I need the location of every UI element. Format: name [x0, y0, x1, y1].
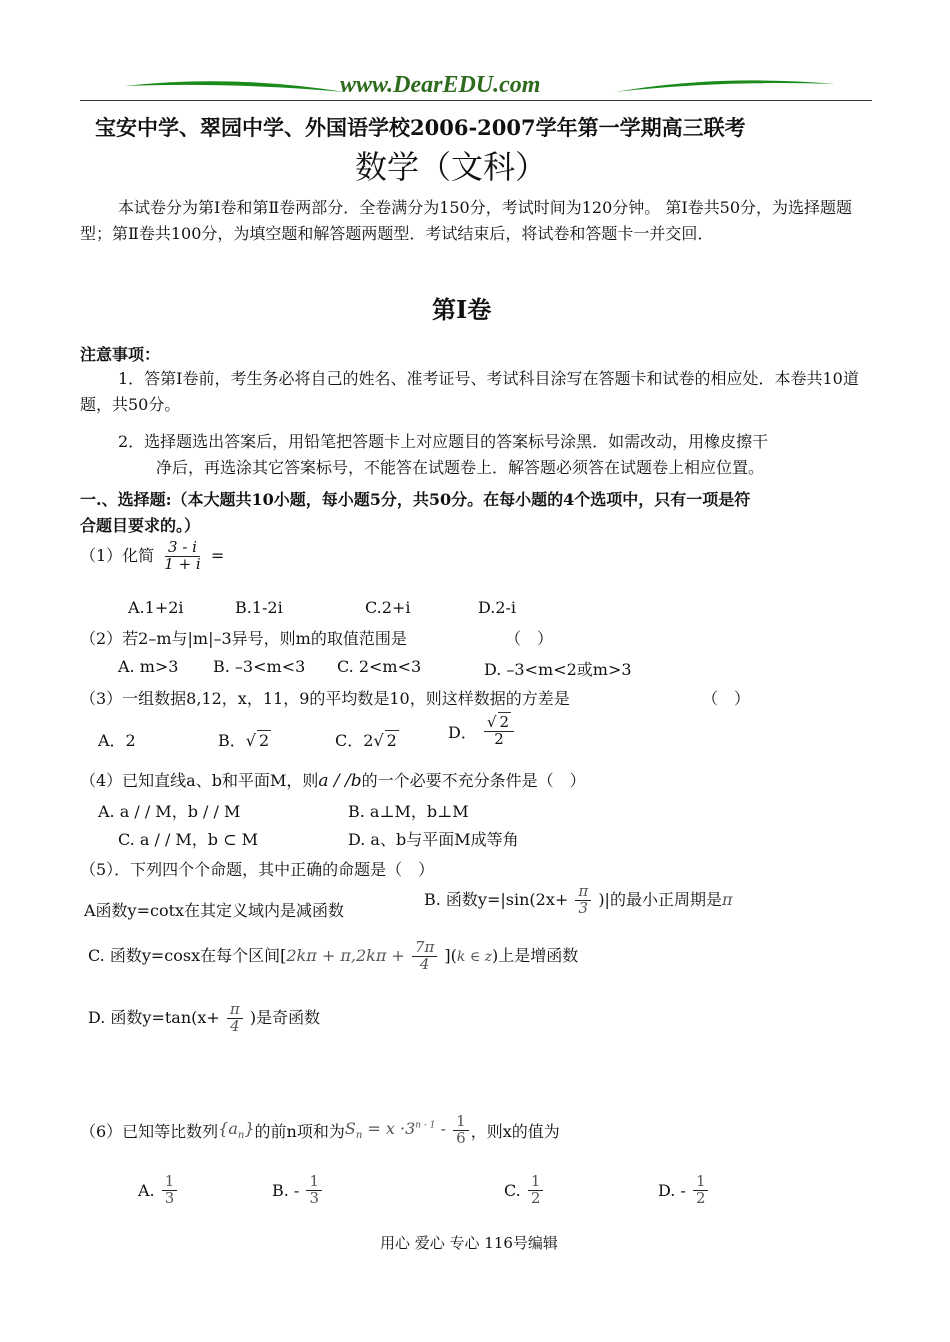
header-logo: [120, 72, 860, 102]
question-4: [80, 768, 586, 791]
q6-denominator: 6: [456, 1128, 466, 1147]
question-1: [80, 540, 224, 573]
q6-minus: -: [440, 1119, 447, 1139]
subject-title: 数学（文科）: [355, 148, 548, 186]
q6-numerator: 1: [453, 1114, 469, 1131]
q6-a-label: A.: [138, 1180, 155, 1200]
q1-option-b: B.1-2i: [235, 598, 283, 617]
q6-seq-close: }: [244, 1119, 255, 1139]
q3-option-c: [335, 728, 399, 751]
q3-d-radicand: 2: [499, 713, 510, 731]
q6-stem-c: ，则x的值为: [470, 1121, 560, 1141]
q3-stem: （3）一组数据8,12，x，11，9的平均数是10，则这样数据的方差是: [80, 689, 570, 708]
q4-condition: a / /b: [318, 771, 362, 791]
q6-d-denominator: 2: [695, 1188, 706, 1207]
q5-option-b: [424, 884, 732, 917]
section-heading: [80, 487, 750, 510]
q3-d-denominator: 2: [494, 729, 504, 748]
exam-title: 宝安中学、翠园中学、外国语学校2006-2007学年第一学期高三联考: [95, 115, 746, 140]
q6-sn-sub: n: [355, 1130, 363, 1142]
q6-d-fraction: [693, 1174, 709, 1207]
q6-exponent: n - 1: [415, 1120, 436, 1131]
q4-option-d: D. a、b与平面M成等角: [348, 830, 519, 849]
q1-prefix: （1）化简: [80, 545, 155, 565]
q5-c-denominator: 4: [419, 954, 430, 973]
q3-option-c-label: C．2: [335, 731, 374, 750]
q3-option-d: [448, 715, 516, 748]
q4-option-a: A. a / / M，b / / M: [98, 802, 241, 821]
q3-answer-paren: （ ）: [702, 689, 751, 708]
section-title: 一.、选择题:: [80, 490, 172, 509]
q6-fraction: [453, 1114, 469, 1147]
q2-option-c: C. 2<m<3: [337, 657, 422, 676]
q1-denominator: 1 + i: [164, 554, 201, 573]
q6-a-fraction: [162, 1174, 178, 1207]
q3-option-a: A．2: [98, 731, 136, 750]
q1-fraction: [161, 540, 203, 573]
q6-c-label: C.: [504, 1180, 521, 1200]
q6-d-label: D. -: [658, 1180, 686, 1200]
q2-option-b: B. –3<m<3: [213, 657, 306, 676]
q6-sequence: [218, 1119, 255, 1142]
q4-stem-a: （4）已知直线a、b和平面M，则: [80, 771, 319, 790]
q6-option-a: [138, 1174, 179, 1207]
q4-option-b: B. a⊥M，b⊥M: [348, 802, 469, 821]
q3-b-radicand: 2: [258, 731, 270, 750]
q5-b-denominator: 3: [578, 898, 589, 917]
q6-seq-open: {a: [218, 1119, 238, 1139]
q6-c-denominator: 2: [530, 1188, 541, 1207]
q5-c-numerator: 7π: [412, 940, 437, 957]
logo-swoosh-right: [610, 72, 840, 102]
q6-a-numerator: 1: [162, 1174, 178, 1191]
q1-option-a: A.1+2i: [128, 598, 184, 617]
q6-d-numerator: 1: [693, 1174, 709, 1191]
q5-b-post: )|的最小正周期是: [598, 889, 722, 909]
q3-c-radicand: 2: [386, 731, 397, 750]
q1-option-c: C.2+i: [365, 598, 411, 617]
q4-option-c: C. a / / M，b ⊂ M: [118, 830, 259, 849]
q5-c-post: )上是增函数: [492, 945, 579, 965]
q5-c-pre: C. 函数y=cosx在每个区间[: [88, 945, 287, 965]
q5-c-expr: 2kπ + π,2kπ +: [286, 945, 405, 965]
q5-d-denominator: 4: [230, 1016, 240, 1035]
q5-b-numerator: π: [575, 884, 591, 901]
section-desc-b: 合题目要求的。）: [80, 516, 201, 535]
q6-sn: S: [344, 1119, 356, 1139]
q6-c-numerator: 1: [528, 1174, 544, 1191]
q6-option-b: [272, 1174, 324, 1207]
q6-b-denominator: 3: [309, 1188, 319, 1207]
q3-d-fraction: [484, 715, 514, 748]
notice-item-2b: 净后，再选涂其它答案标号，不能答在试题卷上．解答题必须答在试题卷上相应位置。: [156, 458, 765, 477]
intro-paragraph: 本试卷分为第Ⅰ卷和第Ⅱ卷两部分．全卷满分为150分，考试时间为120分钟。 第Ⅰ卷共50分，为选择题题型；第Ⅱ卷共100分，为填空题和解答题两题型．考试结束后，将试卷和答题卡一并交回．: [80, 198, 853, 243]
q5-c-fraction: [412, 940, 437, 973]
q5-d-pre: D. 函数y=tan(x+: [88, 1007, 220, 1027]
q6-b-fraction: [306, 1174, 322, 1207]
q5-option-a: A函数y=cotx在其定义域内是减函数: [84, 901, 345, 920]
q6-option-d: [658, 1174, 710, 1207]
q6-stem-b: 的前n项和为: [254, 1121, 345, 1141]
volume-title: 第Ⅰ卷: [432, 295, 492, 324]
notice-item-1: 1．答第Ⅰ卷前，考生务必将自己的姓名、准考证号、考试科目涂写在答题卡和试卷的相应处．本卷共10道题，共50分。: [80, 369, 859, 414]
q2-option-d: D. –3<m<2或m>3: [484, 660, 632, 679]
q3-d-numerator: √ 2: [484, 715, 514, 732]
q5-b-pi: π: [721, 889, 733, 909]
q2-stem: （2）若2–m与|m|–3异号，则m的取值范围是: [80, 629, 407, 648]
sqrt-symbol: √ 2: [245, 731, 270, 750]
q3-option-d-label: D．: [448, 722, 477, 742]
q5-option-c: [88, 940, 578, 973]
question-6: [80, 1114, 560, 1147]
notice-item-2a: 2．选择题选出答案后，用铅笔把答题卡上对应题目的答案标号涂黑．如需改动，用橡皮擦干: [118, 432, 769, 451]
q6-b-label: B. -: [272, 1180, 300, 1200]
logo-swoosh-left: [120, 72, 350, 102]
q1-suffix: =: [210, 545, 225, 565]
logo-text: www.DearEDU.com: [340, 72, 541, 98]
q5-c-mid: ](: [444, 945, 457, 965]
q6-seq-sub: n: [237, 1130, 245, 1142]
q1-numerator: 3 - i: [165, 540, 200, 557]
q6-option-c: [504, 1174, 545, 1207]
section-desc-a: （本大题共10小题，每小题5分，共50分。在每小题的4个选项中，只有一项是符: [171, 490, 751, 509]
q2-option-a: A. m>3: [118, 657, 179, 676]
q5-stem: （5）．下列四个个命题，其中正确的命题是（ ）: [80, 860, 435, 879]
q6-b-numerator: 1: [306, 1174, 322, 1191]
sqrt-symbol: √ 2: [373, 731, 397, 750]
q5-d-numerator: π: [227, 1002, 243, 1019]
q6-formula: [344, 1119, 447, 1142]
q5-b-pre: B. 函数y=|sin(2x+: [424, 889, 569, 909]
q6-eq: = x ·3: [367, 1119, 416, 1139]
q5-d-fraction: [227, 1002, 243, 1035]
page-footer: 用心 爱心 专心 116号编辑: [380, 1234, 558, 1252]
q5-c-cond: k ∈ z: [456, 948, 493, 965]
q5-d-post: )是奇函数: [249, 1007, 321, 1027]
q6-c-fraction: [528, 1174, 544, 1207]
q5-b-fraction: [575, 884, 591, 917]
q5-option-d: [88, 1002, 320, 1035]
q3-option-b-label: B．: [218, 731, 246, 750]
q3-option-b: [218, 728, 271, 751]
header-rule: [80, 100, 872, 101]
q4-stem-b: 的一个必要不充分条件是（ ）: [361, 771, 586, 790]
q1-option-d: D.2-i: [478, 598, 517, 617]
q6-a-denominator: 3: [164, 1188, 175, 1207]
q6-stem-a: （6）已知等比数列: [80, 1121, 219, 1141]
q2-answer-paren: （ ）: [505, 629, 554, 648]
notice-heading: 注意事项：: [80, 345, 161, 364]
